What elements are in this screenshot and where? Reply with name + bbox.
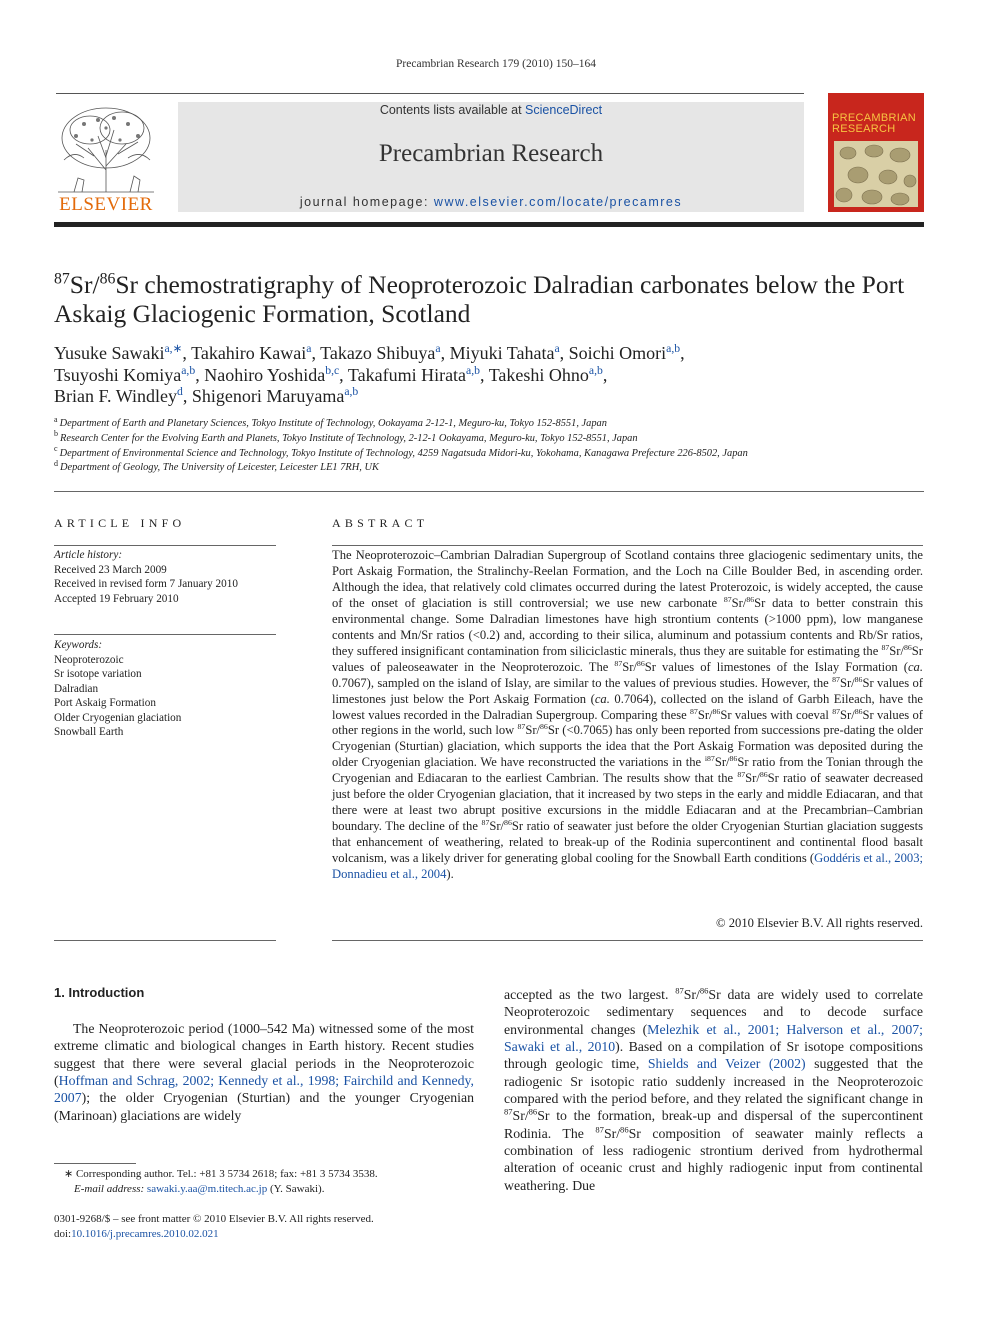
homepage-prefix: journal homepage: [299,195,434,209]
journal-header-box [178,102,804,212]
info-bottom-rule [54,940,276,941]
intro-reference-link[interactable]: Hoffman and Schrag, 2002; Kennedy et al., 1998; Fairchild and Kennedy, 2007 [54,1073,474,1106]
email-link[interactable]: sawaki.y.aa@m.titech.ac.jp [146,1182,268,1195]
author: Takazo Shibuya$^a$, [320,342,450,363]
abstract-heading: ABSTRACT [332,516,429,530]
abstract-reference-link[interactable]: Goddéris et al., 2003; Donnadieu et al., 2004 [332,851,923,882]
keyword: Neoproterozoic [54,653,124,666]
abstract-text: The Neoproterozoic–Cambrian Dalradian Supergroup of Scotland contains three glaciogenic sedimentary units, the Port Askaig Formation, the Stralinchy-Reelan Formation, and the Loch na Cille Boulder Bed, in ascending order. Although the idea, that relatively cold climates occurred during the latest Proterozoic, is widely accepted, the cause of the onset of glaciation is still controversial; we use new carbonate $^{87}$Sr/$^{86}$Sr data to better constrain this environmental change. Some Dalradian limestones have high strontium contents (>1000 ppm), low manganese contents and Mn/Sr ratios (<0.2) and, according to their silica, aluminum and potassium contents and Rb/Sr ratios, they suffered insignificant contamination from siliciclastic minerals, thus they are suitable for estimating the $^{87}$Sr/$^{86}$Sr values of paleoseawater in the Neoproterozoic. The $^{87}$Sr/$^{86}$Sr values of limestones of the Islay Formation (ca. 0.7067), sampled on the island of Islay, are similar to the values of previous studies. However, the $^{87}$Sr/$^{86}$Sr values of limestones just below the Port Askaig Formation (ca. 0.7064), collected on the island of Garbh Eileach, have the lowest values recorded in the Dalradian Supergroup. Comparing these $^{87}$Sr/$^{86}$Sr values with coeval $^{87}$Sr/$^{86}$Sr values of other regions in the world, such low $^{87}$Sr/$^{86}$Sr (<0.7065) has only been reported from successions pre-dating the older Cryogenian (Sturtian) glaciation, which supports the idea that the Port Askaig Formation was deposited during the older Cryogenian glaciation. We have reconstructed the variations in the $^{i87}$Sr/$^{86}$Sr ratio from the Tonian through the Cryogenian and Ediacaran to the earliest Cambrian. The results show that the $^{87}$Sr/$^{86}$Sr ratio of seawater decreased just before the older Cryogenian glaciation, that it increased by two steps in the early and middle Ediacaran, and that there were at least two abrupt positive excursions in the middle Ediacaran and at the Precambrian–Cambrian boundary. The decline of the $^{87}$Sr/$^{86}$Sr ratio of seawater just before the older Cryogenian Sturtian glaciation suggests that enhancement of weathering, related to break-up of the Rodinia supercontinent and continental flood basalt volcanism, was a likely driver for generating global cooling for the Snowball Earth conditions (Goddéris et al., 2003; Donnadieu et al., 2004). [332,548,923,882]
affiliation: $^a$ Department of Earth and Planetary Sciences, Tokyo Institute of Technology, Ookayama 2-12-1, Meguro-ku, Tokyo 152-8551, Japan [54,414,607,429]
affiliation: $^b$ Research Center for the Evolving Earth and Planets, Tokyo Institute of Technology, 2-12-1 Ookayama, Meguro-ku, Tokyo 152-8551, Japan [54,429,638,444]
author: Takafumi Hirata$^{a,b}$, [347,363,489,385]
intro-right-column: accepted as the two largest. $^{87}$Sr/$^{86}$Sr data are widely used to correlate Neoproterozoic sedimentary sequences and to decode surface environmental changes (Melezhik et al., 2001; Halverson et al., 2007; Sawaki et al., 2010). Based on a compilation of Sr isotope compositions through geologic time, Shields and Veizer (2002) suggested that the radiogenic Sr isotopic ratio suddenly increased in the Neoproterozoic compared with the period before, and they related the significant change in $^{87}$Sr/$^{86}$Sr to the formation, break-up and dispersal of the supercontinent Rodinia. The $^{87}$Sr/$^{86}$Sr composition of seawater mainly reflects a combination of less radiogenic strontium derived from hydrothermal alteration of oceanic crust and highly radiogenic input from continental weathering. Due [504,985,924,1193]
author: Yusuke Sawaki$^{a,∗}$, [54,342,192,363]
keywords-rule [54,634,276,635]
cover-title [832,113,916,135]
sciencedirect-link[interactable]: ScienceDirect [525,103,603,117]
journal-cover [828,93,924,212]
keyword: Sr isotope variation [54,668,142,680]
keyword: Snowball Earth [54,726,124,738]
author: Shigenori Maruyama$^{a,b}$ [191,385,359,406]
author: Takahiro Kawai$^a$, [191,342,321,363]
affiliation: $^c$ Department of Environmental Science and Technology, Tokyo Institute of Technology, 4259 Nagatsuda Midori-ku, Yokohama, Kanagawa Prefecture 226-8502, Japan [54,444,748,459]
keyword: Dalradian [54,682,99,695]
homepage-line [178,195,804,209]
intro-left-column: The Neoproterozoic period (1000–542 Ma) witnessed some of the most extreme climatic and biological changes in Earth history. Recent studies suggest that there were several glacial periods in the Neoproterozoic (Hoffman and Schrag, 2002; Kennedy et al., 1998; Fairchild and Kennedy, 2007); the older Cryogenian (Sturtian) and the younger Cryogenian (Marinoan) glaciations are widely [54,1021,474,1123]
keyword: Port Askaig Formation [54,697,156,709]
received-date: Received 23 March 2009 [54,563,167,576]
corresponding-author-footnote: ∗ Corresponding author. Tel.: +81 3 5734 2618; fax: +81 3 5734 3538. E-mail address: sawaki.y.aa@m.titech.ac.jp (Y. Sawaki). [64,1168,378,1195]
keywords-label: Keywords: [54,639,103,651]
article-info-heading: ARTICLE INFO [54,516,186,530]
page-footer: 0301-9268/$ – see front matter © 2010 Elsevier B.V. All rights reserved. doi:10.1016/j.precamres.2010.02.021 [54,1212,474,1241]
paper-title [54,270,924,328]
article-info-rule [54,545,276,546]
copyright-notice: © 2010 Elsevier B.V. All rights reserved. [716,916,923,930]
title-isotope-86: 86 [99,270,116,288]
doi-link[interactable]: 10.1016/j.precamres.2010.02.021 [71,1227,219,1240]
issn-line: 0301-9268/$ – see front matter © 2010 Elsevier B.V. All rights reserved. [54,1213,374,1225]
author: Brian F. Windley$^d$, [54,385,192,406]
journal-title: Precambrian Research [378,140,604,167]
journal-citation: Precambrian Research 179 (2010) 150–164 [396,58,596,70]
affiliation: $^d$ Department of Geology, The University of Leicester, Leicester LE1 7RH, UK [54,458,379,474]
keyword: Older Cryogenian glaciation [54,711,182,724]
title-part2: Sr chemostratigraphy of Neoproterozoic Dalradian carbonates below the Port Askaig Glaciogenic Formation, Scotland [54,270,905,328]
title-part1: Sr/ [69,270,100,299]
author: Miyuki Tahata$^a$, [449,342,569,363]
header-thick-rule [54,222,924,227]
elsevier-wordmark: ELSEVIER [59,194,153,215]
intro-reference-link[interactable]: Melezhik et al., 2001; Halverson et al., 2007; Sawaki et al., 2010 [504,1021,923,1055]
contents-line [178,103,804,117]
title-isotope-87: 87 [54,270,70,288]
author: Naohiro Yoshida$^{b,c}$, [204,363,348,385]
affiliations-rule [54,491,924,492]
author: Tsuyoshi Komiya$^{a,b}$, [54,363,205,385]
header-rule [56,93,804,94]
article-history [54,548,276,606]
cover-title-line1: PRECAMBRIAN [832,112,916,124]
introduction-heading: 1. Introduction [54,985,145,1000]
keywords-block [54,638,276,740]
accepted-date: Accepted 19 February 2010 [54,592,179,605]
footnote-rule [54,1163,136,1164]
homepage-link[interactable]: www.elsevier.com/locate/precamres [433,195,683,209]
abstract-bottom-rule [332,940,923,941]
abstract-rule [332,545,923,546]
author: Takeshi Ohno$^{a,b}$, [488,363,608,385]
contents-prefix: Contents lists available at [379,103,526,117]
cover-title-line2: RESEARCH [832,123,896,135]
author-list [54,343,924,408]
author: Soichi Omori$^{a,b}$, [568,342,685,363]
affiliations [54,414,924,476]
revised-date: Received in revised form 7 January 2010 [54,578,238,590]
intro-reference-link[interactable]: Shields and Veizer (2002) [647,1056,806,1072]
history-label: Article history: [54,549,123,561]
cover-image [834,141,918,207]
